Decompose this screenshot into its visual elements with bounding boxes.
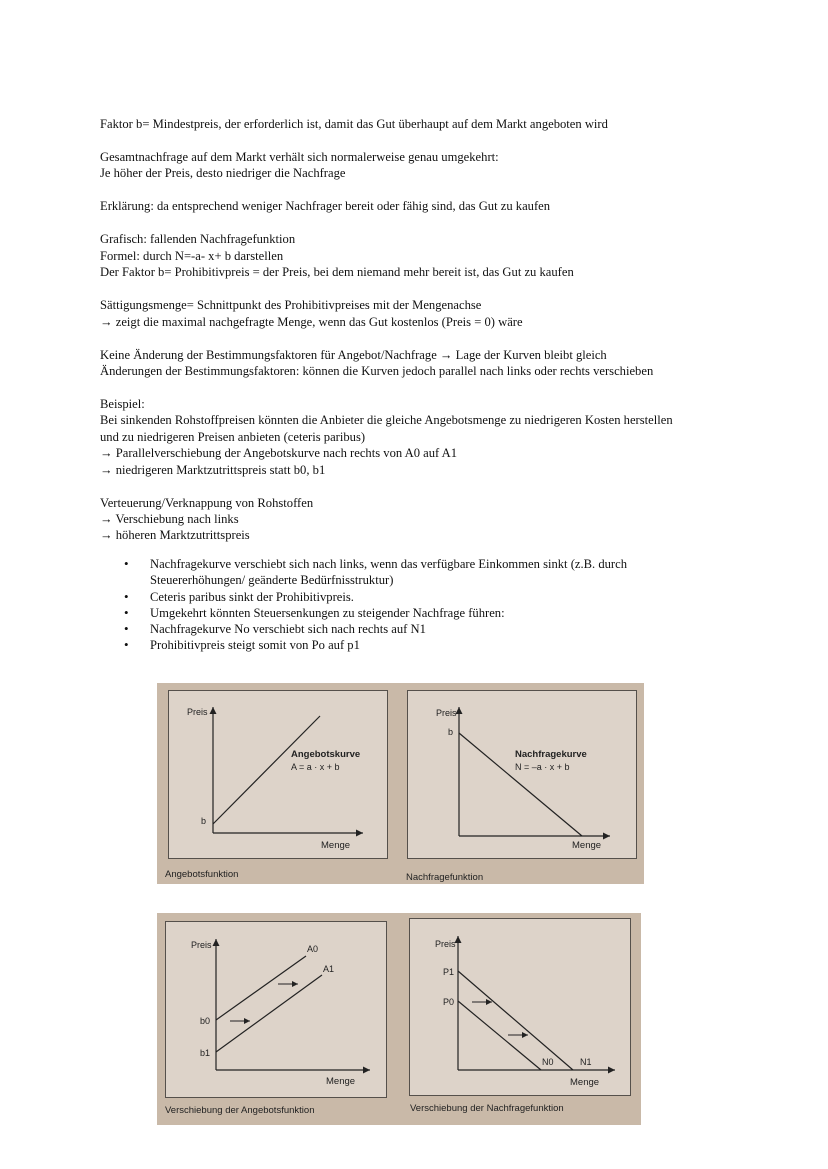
p0-label: P0 xyxy=(443,997,455,1007)
y-axis-label: Preis xyxy=(191,940,212,950)
x-axis-label: Menge xyxy=(570,1077,600,1088)
a1-line xyxy=(216,975,322,1052)
list-item: • Ceteris paribus sinkt der Prohibitivpreis. xyxy=(124,589,724,605)
paragraph-erklaerung: Erklärung: da entsprechend weniger Nachfrager bereit oder fähig sind, das Gut zu kaufen xyxy=(100,199,551,214)
nachfrage-chart xyxy=(408,691,636,858)
verschiebung-angebot-panel xyxy=(165,921,387,1098)
caption-verschiebung-nachfrage: Verschiebung der Nachfragefunktion xyxy=(410,1103,564,1114)
caption-verschiebung-angebot: Verschiebung der Angebotsfunktion xyxy=(165,1105,315,1116)
b-label: b xyxy=(201,816,207,826)
nachfrage-chart-panel xyxy=(407,690,637,859)
curve-title: Angebotskurve xyxy=(291,749,361,760)
b-label: b xyxy=(448,727,454,737)
n1-line xyxy=(458,971,573,1070)
y-axis-label: Preis xyxy=(435,939,456,949)
verschiebung-nachfrage-panel xyxy=(409,918,631,1096)
paragraph-saettigungsmenge: Sättigungsmenge= Schnittpunkt des Prohibitivpreises mit der Mengenachse → zeigt die maximal nachgefragte Menge, wenn das Gut kostenlos (Preis = 0) wäre xyxy=(100,298,523,329)
caption-angebotsfunktion: Angebotsfunktion xyxy=(165,869,239,880)
paragraph-bestimmungsfaktoren: Keine Änderung der Bestimmungsfaktoren für Angebot/Nachfrage → Lage der Kurven bleibt gleich Änderungen der Bestimmungsfaktoren: können die Kurven jedoch parallel nach links oder rechts verschieben xyxy=(100,347,654,379)
paragraph-faktor-b: Faktor b= Mindestpreis, der erforderlich ist, damit das Gut überhaupt auf dem Markt angeboten wird xyxy=(100,117,608,131)
caption-nachfragefunktion: Nachfragefunktion xyxy=(406,872,484,883)
body-text xyxy=(100,116,780,560)
verschiebung-nachfrage-chart xyxy=(410,919,630,1095)
n1-label: N1 xyxy=(580,1057,592,1067)
x-axis-label: Menge xyxy=(572,840,602,851)
figure-photo-bottom xyxy=(157,913,641,1125)
b0-label: b0 xyxy=(200,1016,211,1026)
x-axis-label: Menge xyxy=(326,1076,356,1087)
a1-label: A1 xyxy=(323,964,335,974)
curve-title: Nachfragekurve xyxy=(515,749,587,760)
angebot-chart xyxy=(169,691,387,858)
n0-label: N0 xyxy=(542,1057,554,1067)
n0-line xyxy=(458,1001,541,1070)
paragraph-verteuerung: Verteuerung/Verknappung von Rohstoffen → Verschiebung nach links → höheren Marktzutrittspreis xyxy=(100,495,314,543)
b1-label: b1 xyxy=(200,1048,211,1058)
list-item: • Prohibitivpreis steigt somit von Po auf p1 xyxy=(124,637,724,653)
a0-line xyxy=(216,956,306,1020)
verschiebung-angebot-chart xyxy=(166,922,386,1097)
paragraph-beispiel: Beispiel: Bei sinkenden Rohstoffpreisen könnten die Anbieter die gleiche Angebotsmenge zu niedrigeren Kosten herstellen und zu niedrigeren Preisen anbieten (ceteris paribus) → Parallelverschiebung der Angebotskurve nach rechts von A0 auf A1 → niedrigeren Marktzutrittspreis statt b0, b1 xyxy=(100,397,673,477)
list-item: • Nachfragekurve No verschiebt sich nach rechts auf N1 xyxy=(124,621,724,637)
x-axis-label: Menge xyxy=(321,840,351,851)
y-axis-label: Preis xyxy=(187,707,208,717)
list-item: • Nachfragekurve verschiebt sich nach links, wenn das verfügbare Einkommen sinkt (z.B. durch Steuererhöhungen/ geänderte Bedürfnisstruktur) xyxy=(124,556,724,589)
curve-formula: A = a · x + b xyxy=(291,762,340,772)
y-axis-label: Preis xyxy=(436,708,457,718)
list-item: • Umgekehrt könnten Steuersenkungen zu steigender Nachfrage führen: xyxy=(124,605,724,621)
p1-label: P1 xyxy=(443,967,455,977)
bullet-list xyxy=(124,556,724,654)
angebot-chart-panel xyxy=(168,690,388,859)
a0-label: A0 xyxy=(307,944,319,954)
paragraph-gesamtnachfrage: Gesamtnachfrage auf dem Markt verhält sich normalerweise genau umgekehrt: Je höher der Preis, desto niedriger die Nachfrage xyxy=(100,150,499,181)
curve-formula: N = –a · x + b xyxy=(515,762,570,772)
figure-photo-top xyxy=(157,683,644,884)
paragraph-grafisch: Grafisch: fallenden Nachfragefunktion Formel: durch N=-a- x+ b darstellen Der Faktor b= Prohibitivpreis = der Preis, bei dem niemand mehr bereit ist, das Gut zu kaufen xyxy=(100,232,574,280)
